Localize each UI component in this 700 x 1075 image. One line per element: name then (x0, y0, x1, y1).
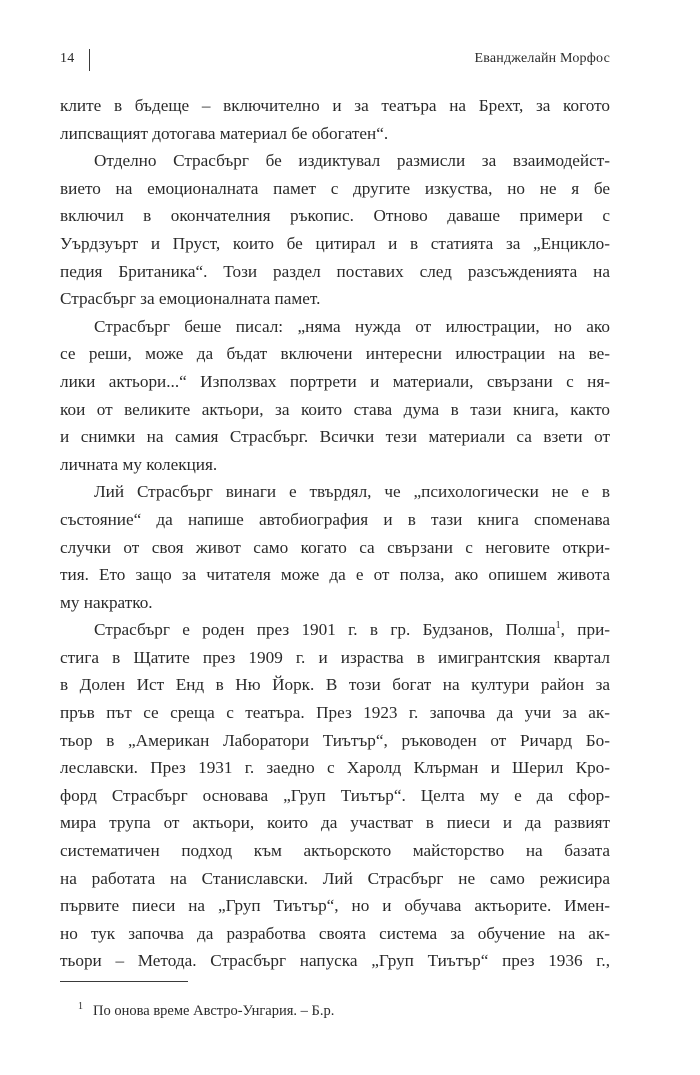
footnote-reference[interactable]: 1 (555, 620, 561, 632)
text-line: първите пиеси на „Груп Тиътър“, но и обучава актьорите. Имен- (60, 896, 610, 916)
footnote-mark: 1 (78, 1001, 83, 1012)
page-number: 14 (60, 51, 75, 66)
page-header (60, 49, 610, 73)
text-line: клите в бъдеще – включително и за театъра на Брехт, за когото (60, 96, 610, 115)
text-line: включил в окончателния ръкопис. Отново даваше примери с (60, 206, 610, 226)
body-text (60, 92, 610, 975)
text-line: вието на емоционалната памет с другите изкуства, но не я бе (60, 178, 610, 198)
text-line: личната му колекция. (60, 454, 218, 474)
paragraph-first-line (60, 616, 610, 644)
paragraph-first-line: Лий Страсбърг винаги е твърдял, че „психологически не е в (94, 482, 610, 502)
text-line: тия. Ето защо за читателя може да е от полза, ако опишем живота (60, 565, 610, 585)
text-line: кои от великите актьори, за които става дума в тази книга, както (60, 399, 610, 419)
text-line: Уърдзуърт и Пруст, които бе цитирал и в статията за „Енцикло- (60, 233, 610, 253)
text-line: форд Страсбърг основава „Груп Тиътър“. Целта му е да сфор- (60, 785, 610, 805)
paragraph-first-line: Страсбърг беше писал: „няма нужда от илюстрации, но ако (94, 316, 610, 336)
text-line: но тук започва да разработва своята система за обучение на ак- (60, 923, 610, 943)
text-line: случки от своя живот само когато са свързани с неговите откри- (60, 537, 610, 557)
text-line: стига в Щатите през 1909 г. и израства в имигрантския квартал (60, 647, 610, 667)
text-line: и снимки на самия Страсбърг. Всички тези материали са взети от (60, 427, 610, 447)
text-line: състояние“ да напише автобиография и в тази книга споменава (60, 509, 610, 529)
text-segment: , при- (560, 620, 611, 640)
footnote-divider (60, 981, 188, 982)
text-line: тьор в „Американ Лаборатори Тиътър“, ръководен от Ричард Бо- (60, 730, 610, 750)
text-line: педия Британика“. Този раздел поставих след разсъжденията на (60, 261, 610, 281)
text-line: леславски. През 1931 г. заедно с Харолд Клърман и Шерил Кро- (60, 758, 610, 778)
text-line: му накратко. (60, 592, 153, 612)
paragraph-first-line: Отделно Страсбърг бе издиктувал размисли за взаимодейст- (94, 151, 610, 171)
text-line: тьори – Метода. Страсбърг напуска „Груп Тиътър“ през 1936 г., (60, 951, 610, 971)
text-line: Страсбърг за емоционалната памет. (60, 289, 321, 309)
running-head-author: Еванджелайн Морфос (474, 51, 610, 66)
text-segment: Страсбърг е роден през 1901 г. в гр. Будзанов, Полша (94, 620, 556, 640)
text-line: се реши, може да бъдат включени интересни илюстрации на ве- (60, 344, 610, 364)
text-line: на работата на Станиславски. Лий Страсбърг не само режисира (60, 868, 610, 888)
footnote (78, 997, 334, 1021)
header-divider (89, 49, 90, 71)
text-line: липсващият дотогава материал бе обогатен“. (60, 123, 389, 143)
text-line: пръв път се среща с театъра. През 1923 г. започва да учи за ак- (60, 703, 610, 723)
text-line: систематичен подход към актьорското майсторство на базата (60, 841, 610, 861)
text-line: в Долен Ист Енд в Ню Йорк. В този богат на култури район за (60, 675, 610, 695)
text-line: лики актьори...“ Използвах портрети и материали, свързани с ня- (60, 371, 610, 391)
footnote-text: По онова време Австро-Унгария. – Б.р. (93, 1003, 335, 1019)
text-line: мира трупа от актьори, които да участват в пиеси и да развият (60, 813, 610, 833)
